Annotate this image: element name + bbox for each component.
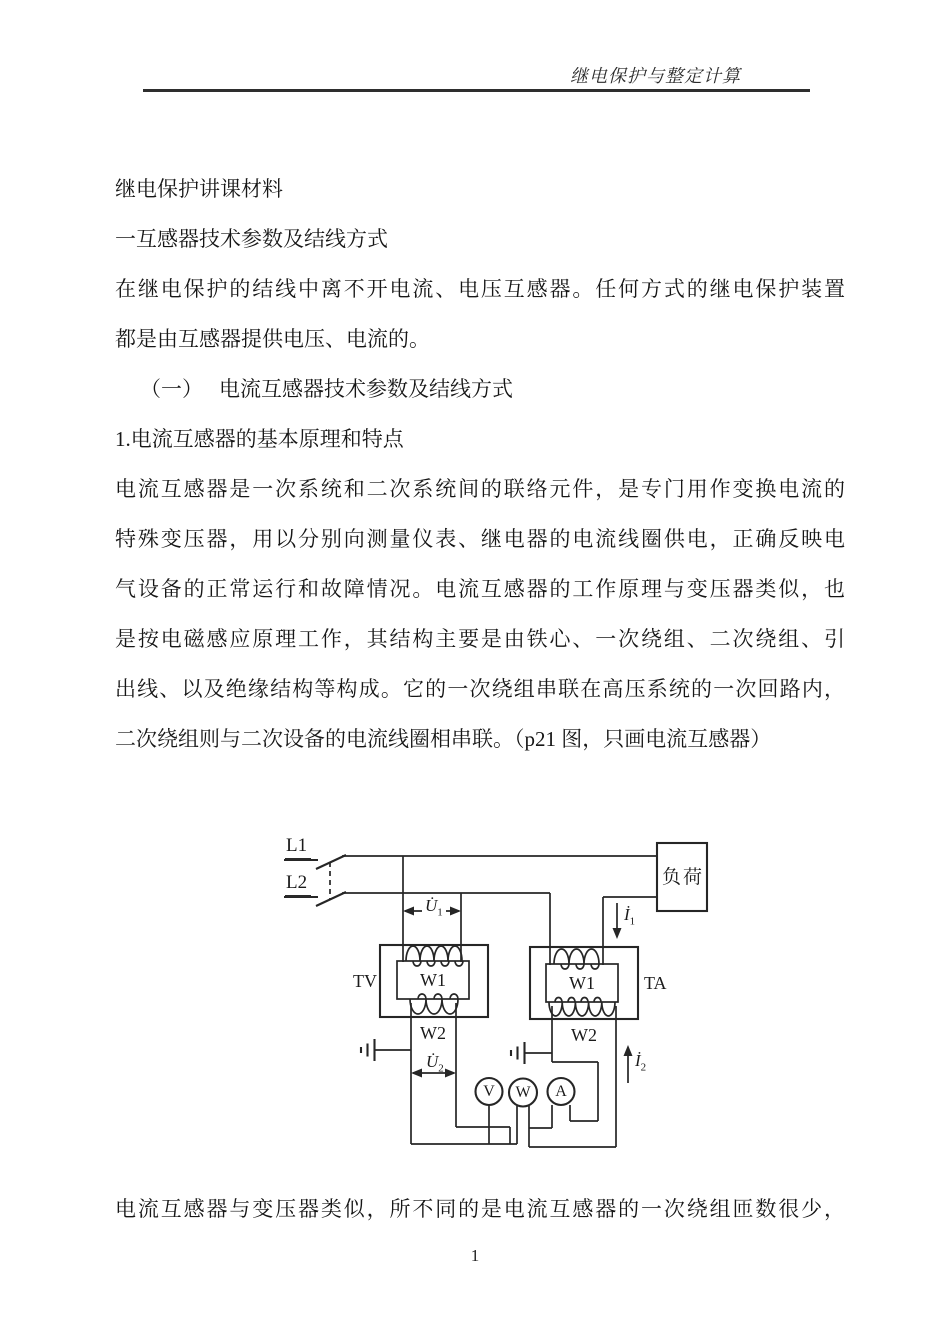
body-text-line: 电流互感器与变压器类似，所不同的是电流互感器的一次绕组匝数很少，	[115, 1197, 845, 1221]
i2-label: $İ_2$	[635, 1051, 647, 1074]
body-text-line: 一互感器技术参数及结线方式	[115, 227, 388, 251]
wattmeter-label: W	[515, 1084, 531, 1101]
page-number: 1	[470, 1246, 480, 1265]
ta-label: TA	[644, 973, 667, 993]
tv-label: TV	[353, 971, 377, 991]
ta-w1-label: W1	[569, 973, 595, 993]
body-text-line: 二次绕组则与二次设备的电流线圈相串联。（p21 图，只画电流互感器）	[115, 727, 772, 751]
sub-heading: 1.电流互感器的基本原理和特点	[115, 427, 404, 451]
voltmeter-label: V	[483, 1083, 495, 1100]
tv-w1-label: W1	[420, 970, 446, 990]
body-text-line: 电流互感器是一次系统和二次系统间的联络元件，是专门用作变换电流的	[115, 477, 845, 501]
meter-leads	[489, 1105, 598, 1147]
header-title: 继电保护与整定计算	[570, 66, 741, 86]
body-text-line: 特殊变压器，用以分别向测量仪表、继电器的电流线圈供电，正确反映电	[115, 527, 845, 551]
body-text-line: 都是由互感器提供电压、电流的。	[115, 327, 430, 351]
disconnect-switch	[316, 855, 346, 906]
body-text-line: 气设备的正常运行和故障情况。电流互感器的工作原理与变压器类似，也	[115, 577, 845, 601]
supply-lines	[342, 856, 657, 897]
ground-symbol-2	[511, 1042, 552, 1064]
phase-label-l1: L1	[285, 836, 311, 860]
i1-arrow	[613, 903, 622, 939]
ammeter-label: A	[555, 1083, 567, 1100]
body-text-line: 是按电磁感应原理工作，其结构主要是由铁心、一次绕组、二次绕组、引	[115, 627, 845, 651]
u1-label: $U̇_1$	[422, 897, 446, 918]
section-number: （一）	[140, 377, 203, 401]
section-title: 电流互感器技术参数及结线方式	[219, 377, 513, 401]
ta-primary-leads	[550, 893, 603, 965]
body-text-line: 继电保护讲课材料	[115, 177, 283, 201]
i1-label: $İ_1$	[624, 905, 636, 928]
body-text-line: 在继电保护的结线中离不开电流、电压互感器。任何方式的继电保护装置	[115, 277, 845, 301]
ground-symbol-1	[361, 1039, 411, 1061]
load-label: 负荷	[662, 867, 705, 888]
u2-label: $U̇_2$	[426, 1052, 444, 1075]
phase-label-l2: L2	[285, 873, 311, 897]
tv-w2-label: W2	[420, 1023, 446, 1043]
body-text-line: 出线、以及绝缘结构等构成。它的一次绕组串联在高压系统的一次回路内，	[115, 677, 845, 701]
i2-arrow	[624, 1045, 633, 1083]
ta-w2-label: W2	[571, 1025, 597, 1045]
